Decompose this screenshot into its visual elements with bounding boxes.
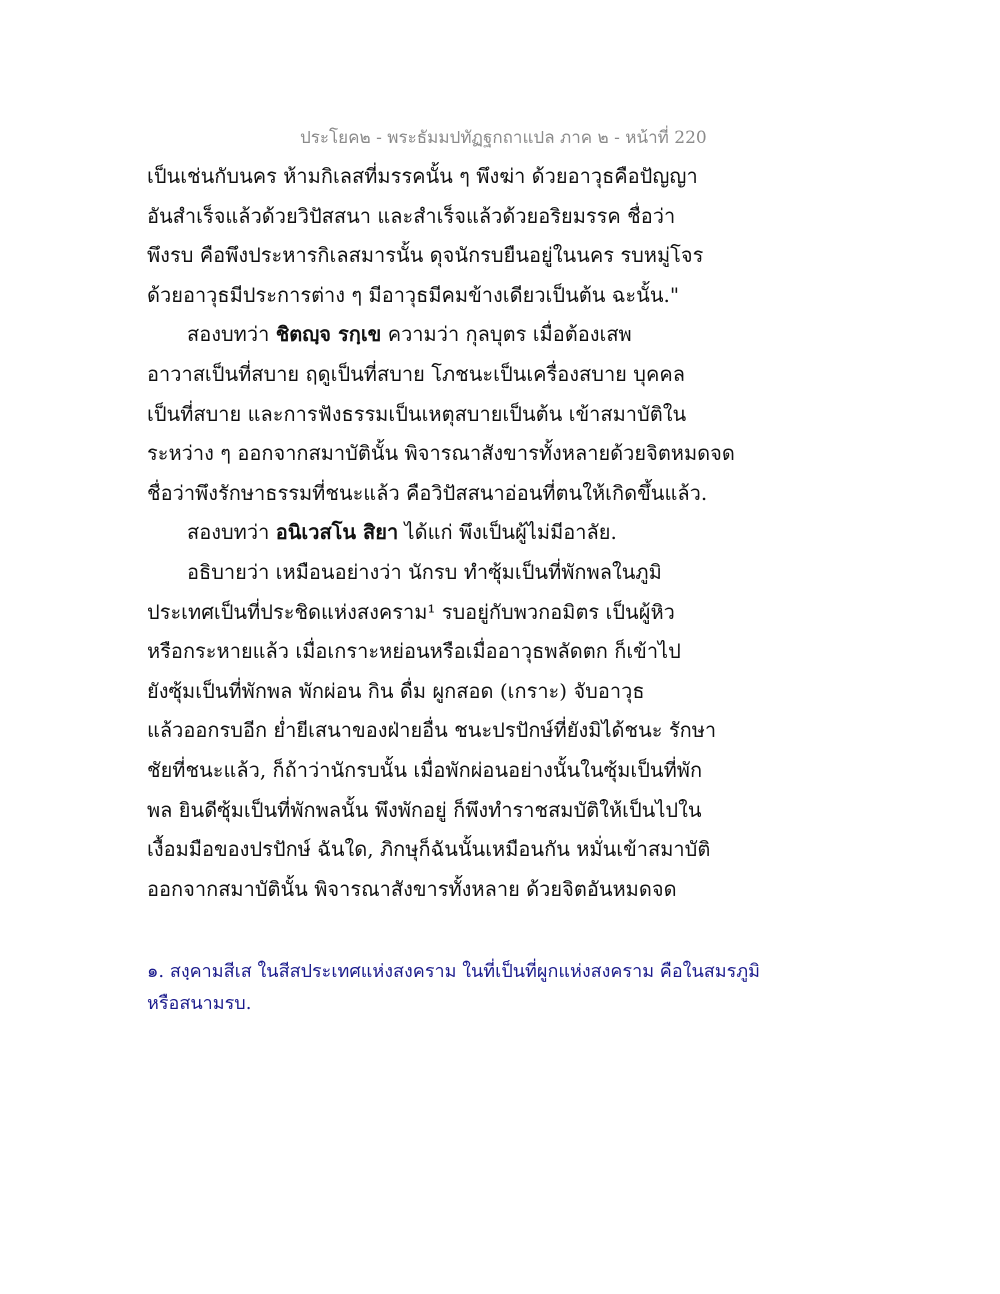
footnote-line-1: ๑. สงฺคามสีเส ในสีสประเทศแห่งสงคราม ในที่เป็นที่ผูกแห่งสงคราม คือในสมรภูมิ: [147, 961, 760, 982]
paragraph-2-line-4: ระหว่าง ๆ ออกจากสมาบัตินั้น พิจารณาสังขารทั้งหลายด้วยจิตหมดจด: [147, 441, 735, 466]
paragraph-3-lead: สองบทว่า: [187, 520, 276, 545]
paragraph-2-line-2: อาวาสเป็นที่สบาย ฤดูเป็นที่สบาย โภชนะเป็นเครื่องสบาย บุคคล: [147, 361, 685, 386]
paragraph-2-term: ชิตญฺจ รกฺเข: [275, 322, 382, 347]
paragraph-1-line-2: อันสำเร็จแล้วด้วยวิปัสสนา และสำเร็จแล้วด้วยอริยมรรค ชื่อว่า: [147, 203, 676, 228]
paragraph-4-line-1: อธิบายว่า เหมือนอย่างว่า นักรบ ทำซุ้มเป็นที่พักพลในภูมิ: [187, 559, 662, 584]
paragraph-2-line-1: [147, 315, 747, 355]
paragraph-2-lead: สองบทว่า: [187, 322, 276, 347]
paragraph-4-line-4: ยังซุ้มเป็นที่พักพล พักผ่อน กิน ดื่ม ผูกสอด (เกราะ) จับอาวุธ: [147, 678, 645, 703]
paragraph-1-line-3: พึงรบ คือพึงประหารกิเลสมารนั้น ดุจนักรบยืนอยู่ในนคร รบหมู่โจร: [147, 243, 704, 268]
paragraph-1-line-1: เป็นเช่นกับนคร ห้ามกิเลสที่มรรคนั้น ๆ พึงฆ่า ด้วยอาวุธคือปัญญา: [147, 164, 698, 188]
paragraph-2-line-5: ชื่อว่าพึงรักษาธรรมที่ชนะแล้ว คือวิปัสสนาอ่อนที่ตนให้เกิดขึ้นแล้ว.: [147, 480, 708, 505]
paragraph-4-line-8: เงื้อมมือของปรปักษ์ ฉันใด, ภิกษุก็ฉันนั้นเหมือนกัน หมั่นเข้าสมาบัติ: [147, 837, 711, 862]
paragraph-4-line-6: ชัยที่ชนะแล้ว, ก็ถ้าว่านักรบนั้น เมื่อพักผ่อนอย่างนั้นในซุ้มเป็นที่พัก: [147, 757, 703, 782]
paragraph-3-rest: ได้แก่ พึงเป็นผู้ไม่มีอาลัย.: [398, 520, 617, 545]
main-text: [147, 157, 747, 909]
paragraph-3-line-1: [147, 513, 747, 553]
running-header: ประโยค๒ - พระธัมมปทัฏฐกถาแปล ภาค ๒ - หน้าที่ 220: [300, 128, 707, 148]
paragraph-4-line-2: ประเทศเป็นที่ประชิดแห่งสงคราม¹ รบอยู่กับพวกอมิตร เป็นผู้หิว: [147, 599, 675, 624]
paragraph-1-line-4: ด้วยอาวุธมีประการต่าง ๆ มีอาวุธมีคมข้างเดียวเป็นต้น ฉะนั้น.": [147, 282, 680, 307]
paragraph-4-line-3: หรือกระหายแล้ว เมื่อเกราะหย่อนหรือเมื่ออาวุธพลัดตก ก็เข้าไป: [147, 639, 681, 664]
paragraph-4-line-9: ออกจากสมาบัตินั้น พิจารณาสังขารทั้งหลาย ด้วยจิตอันหมดจด: [147, 876, 677, 901]
paragraph-2-rest: ความว่า กุลบุตร เมื่อต้องเสพ: [381, 322, 632, 347]
paragraph-4-line-7: พล ยินดีซุ้มเป็นที่พักพลนั้น พึงพักอยู่ ก็พึงทำราชสมบัติให้เป็นไปใน: [147, 797, 702, 822]
paragraph-4-line-5: แล้วออกรบอีก ย่ำยีเสนาของฝ่ายอื่น ชนะปรปักษ์ที่ยังมิได้ชนะ รักษา: [147, 718, 717, 743]
paragraph-2-line-3: เป็นที่สบาย และการฟังธรรมเป็นเหตุสบายเป็นต้น เข้าสมาบัติใน: [147, 401, 687, 426]
footnote-line-2: หรือสนามรบ.: [147, 993, 252, 1014]
paragraph-3-term: อนิเวสโน สิยา: [275, 520, 399, 545]
footnote: [147, 956, 777, 1020]
